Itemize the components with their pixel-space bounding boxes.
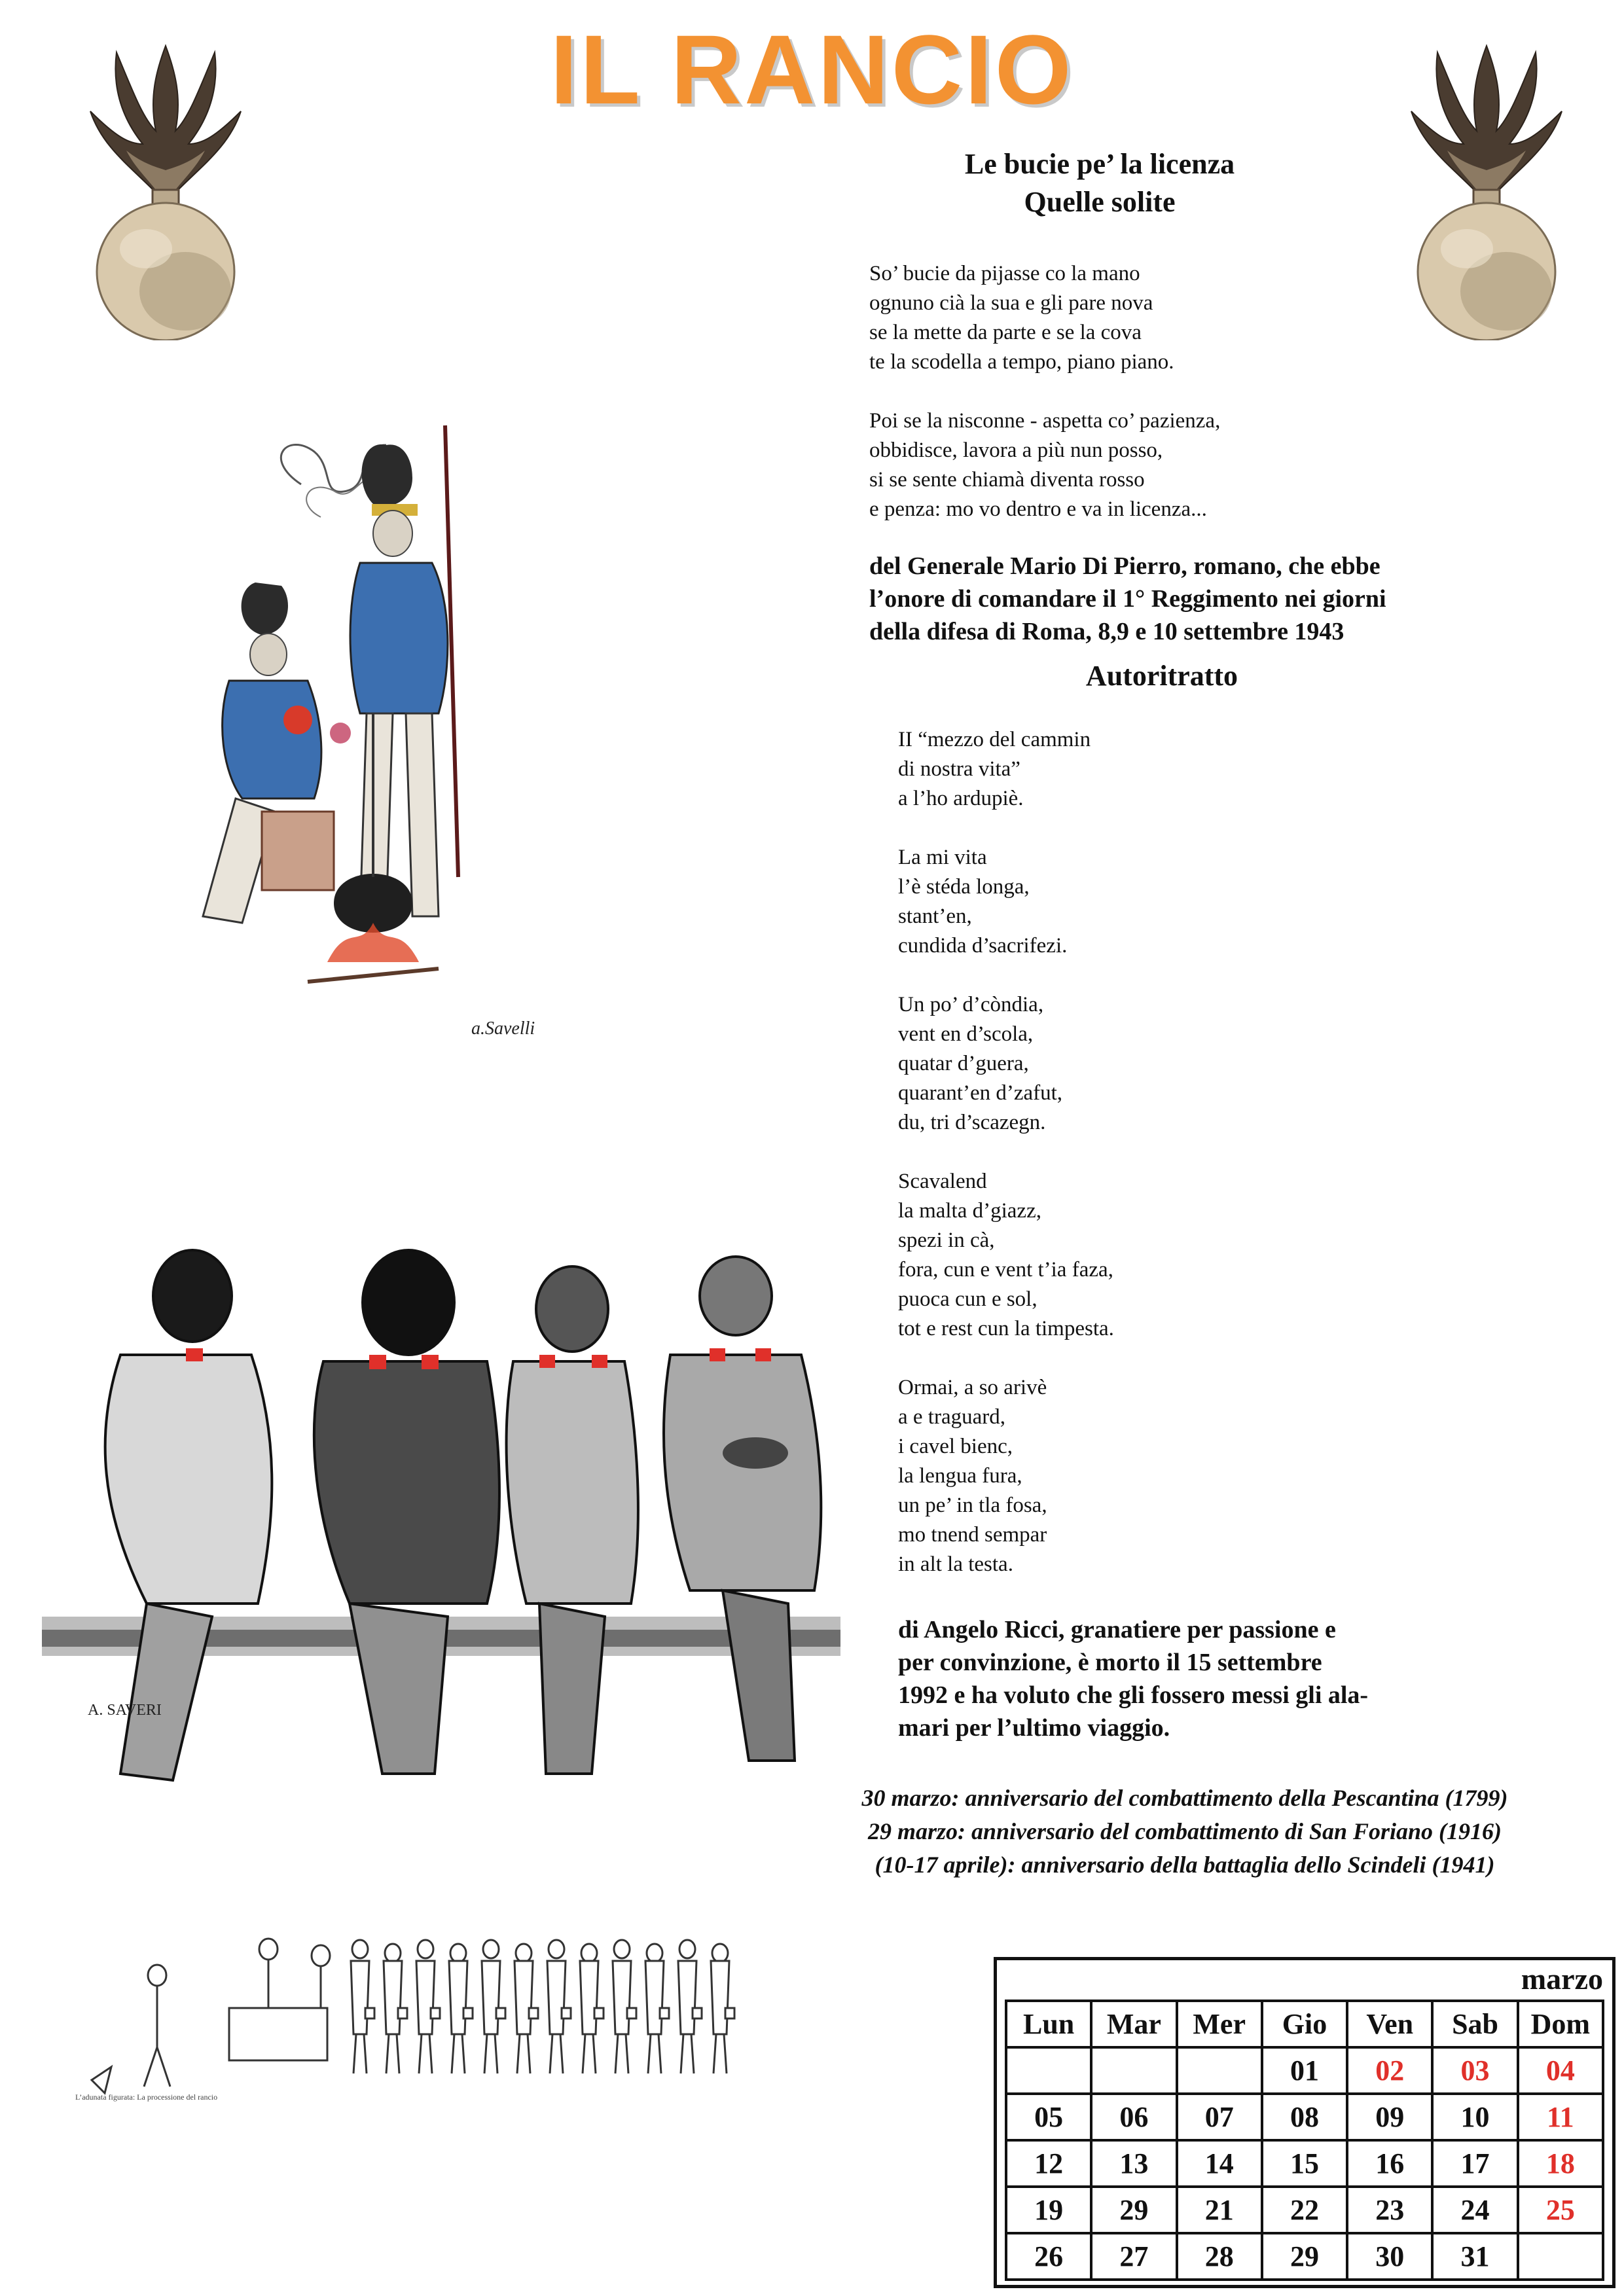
calendar-day-cell: 06 [1090,2095,1175,2139]
calendar-day-cell: 12 [1005,2142,1090,2185]
calendar-day-header: Dom [1517,2002,1604,2046]
poem-line: puoca cun e sol, [898,1287,1038,1311]
poem-line: Ormai, a so arivè [898,1376,1047,1399]
calendar-day-header: Lun [1005,2002,1090,2046]
queue-soldier-head [647,1944,662,1962]
poem-line: spezi in cà, [898,1229,995,1252]
calendar-grid [1005,2000,1604,2278]
poem-line: ognuno cià la sua e gli pare nova [869,291,1153,315]
queue-soldier-mess-tin [529,2008,538,2018]
calendar-day-cell [1090,2049,1175,2092]
calendar-day-cell: 11 [1517,2095,1604,2139]
queue-soldier-body [482,1961,500,2034]
queue-soldier-mess-tin [594,2008,604,2018]
poem2-credit [898,1613,1553,1744]
calendar-day-cell: 22 [1261,2188,1346,2232]
calendar-day-cell: 16 [1346,2142,1431,2185]
poem2-body [898,725,1356,1609]
queue-soldier-legs [550,2034,563,2073]
credit-line: del Generale Mario Di Pierro, romano, che ebbe [869,552,1380,580]
poem2-stanza [898,843,1356,961]
queue-soldier-body [678,1961,696,2034]
poem1-body [869,259,1367,554]
poem-line: Scavalend [898,1170,987,1193]
calendar-day-cell: 27 [1090,2234,1175,2278]
calendar-day-cell: 10 [1431,2095,1516,2139]
poem-line: la malta d’giazz, [898,1199,1041,1223]
poem-line: di nostra vita” [898,757,1020,781]
poem1-stanza [869,259,1367,377]
queue-soldier-head [712,1944,728,1962]
calendar-week-row [1005,2046,1604,2092]
queue-soldier-body [580,1961,598,2034]
poem-line: la lengua fura, [898,1464,1022,1488]
queue-soldier-mess-tin [725,2008,734,2018]
calendar-day-cell: 07 [1176,2095,1261,2139]
poem-line: Poi se la nisconne - aspetta co’ pazienza, [869,409,1221,433]
poem-line: se la mette da parte e se la cova [869,321,1142,344]
poem-line: e penza: mo vo dentro e va in licenza... [869,497,1207,521]
illustration-caption: L’adunata figurata: La processione del rancio [75,2092,218,2102]
calendar [994,1957,1615,2288]
calendar-day-cell: 13 [1090,2142,1175,2185]
calendar-day-cell: 01 [1261,2049,1346,2092]
queue-soldier-legs [648,2034,661,2073]
queue-soldier-mess-tin [463,2008,473,2018]
queue-soldier-legs [484,2034,497,2073]
credit-line: per convinzione, è morto il 15 settembre [898,1649,1322,1676]
poem-line: du, tri d’scazegn. [898,1111,1046,1134]
queue-soldier-body [711,1961,729,2034]
poem2-title: Autoritratto [1085,660,1238,692]
soldiers-eating-illustration [42,1237,840,1800]
illustration-signature: a.Savelli [471,1018,535,1039]
queue-soldier-head [450,1944,466,1962]
poem-line: tot e rest cun la timpesta. [898,1317,1114,1340]
calendar-day-cell: 24 [1431,2188,1516,2232]
queue-soldier-legs [517,2034,530,2073]
queue-soldier-body [384,1961,402,2034]
poem2-stanza [898,1373,1356,1579]
queue-soldier-mess-tin [398,2008,407,2018]
calendar-day-cell: 17 [1431,2142,1516,2185]
calendar-day-cell: 23 [1346,2188,1431,2232]
queue-soldier-legs [452,2034,465,2073]
queue-soldier-mess-tin [562,2008,571,2018]
credit-line: l’onore di comandare il 1° Reggimento nei giorni [869,585,1386,613]
queue-soldier-body [449,1961,467,2034]
anniversaries [753,1782,1617,1882]
poem-line: un pe’ in tla fosa, [898,1494,1047,1517]
grenade-flame-icon [1398,39,1575,340]
poem-line: quatar d’guera, [898,1052,1029,1075]
queue-soldier-mess-tin [496,2008,505,2018]
calendar-day-cell: 18 [1517,2142,1604,2185]
queue-soldier-body [351,1961,369,2034]
grenadiers-campfire-illustration [164,406,589,1073]
queue-soldier-legs [681,2034,694,2073]
anniversary-line: 30 marzo: anniversario del combattimento della Pescantina (1799) [861,1785,1508,1811]
calendar-day-cell: 19 [1005,2188,1090,2232]
poem2-stanza [898,1167,1356,1344]
calendar-day-header: Mar [1090,2002,1175,2046]
calendar-day-cell: 03 [1431,2049,1516,2092]
illustration-signature: A. SAVERI [88,1702,162,1719]
calendar-day-cell: 26 [1005,2234,1090,2278]
page-title: IL RANCIO [550,14,1074,124]
poem-line: si se sente chiamà diventa rosso [869,468,1145,492]
calendar-day-cell: 31 [1431,2234,1516,2278]
anniversary-line: (10-17 aprile): anniversario della battaglia dello Scindeli (1941) [875,1852,1495,1878]
queue-soldier-body [613,1961,631,2034]
poem1-credit [869,550,1589,648]
poem-line: So’ bucie da pijasse co la mano [869,262,1140,285]
calendar-day-header: Mer [1176,2002,1261,2046]
queue-soldier-head [483,1940,499,1958]
poem-line: fora, cun e vent t’ia faza, [898,1258,1113,1282]
queue-soldier-legs [615,2034,628,2073]
queue-soldier-mess-tin [431,2008,440,2018]
queue-soldier-head [385,1944,401,1962]
credit-line: 1992 e ha voluto che gli fossero messi gli ala- [898,1681,1369,1709]
calendar-day-cell [1517,2234,1604,2278]
poem1-heading [903,145,1296,221]
queue-soldier-head [614,1940,630,1958]
queue-soldier-body [645,1961,664,2034]
grenade-flame-icon [77,39,254,340]
poem-line: II “mezzo del cammin [898,728,1091,751]
poem-line: cundida d’sacrifezi. [898,934,1068,958]
poem-line: i cavel bienc, [898,1435,1013,1458]
soldiers-queue-illustration [72,1910,766,2106]
queue-soldier-legs [713,2034,727,2073]
calendar-day-cell: 28 [1176,2234,1261,2278]
calendar-day-cell: 08 [1261,2095,1346,2139]
calendar-day-cell [1005,2049,1090,2092]
poem-line: La mi vita [898,846,987,869]
calendar-day-cell: 29 [1261,2234,1346,2278]
poem-line: quarant’en d’zafut, [898,1081,1063,1105]
queue-soldier-legs [353,2034,367,2073]
queue-soldier-mess-tin [660,2008,669,2018]
poem1-stanza [869,406,1367,524]
anniversary-line: 29 marzo: anniversario del combattimento di San Foriano (1916) [867,1818,1502,1844]
credit-line: mari per l’ultimo viaggio. [898,1714,1170,1742]
credit-line: della difesa di Roma, 8,9 e 10 settembre 1943 [869,618,1344,645]
queue-soldier-mess-tin [365,2008,374,2018]
poem-line: obbidisce, lavora a più nun posso, [869,439,1163,462]
calendar-week-row [1005,2092,1604,2139]
calendar-day-cell [1176,2049,1261,2092]
queue-soldier-head [516,1944,532,1962]
poem1-title: Le bucie pe’ la licenza [964,148,1235,180]
calendar-month: marzo [1521,1962,1603,1996]
queue-soldier-head [679,1940,695,1958]
queue-soldier-body [547,1961,566,2034]
poem-line: vent en d’scola, [898,1022,1034,1046]
calendar-week-row [1005,2185,1604,2232]
queue-soldier-body [416,1961,435,2034]
calendar-day-cell: 21 [1176,2188,1261,2232]
queue-soldier-mess-tin [627,2008,636,2018]
calendar-day-cell: 30 [1346,2234,1431,2278]
calendar-day-header: Ven [1346,2002,1431,2046]
poem-line: Un po’ d’còndia, [898,993,1044,1016]
calendar-week-row [1005,2139,1604,2185]
calendar-day-cell: 02 [1346,2049,1431,2092]
calendar-day-cell: 09 [1346,2095,1431,2139]
queue-soldier-head [549,1940,564,1958]
poem-line: stant’en, [898,905,972,928]
calendar-day-cell: 04 [1517,2049,1604,2092]
poem-line: te la scodella a tempo, piano piano. [869,350,1174,374]
queue-soldier-head [581,1944,597,1962]
calendar-day-cell: 05 [1005,2095,1090,2139]
calendar-day-header: Gio [1261,2002,1346,2046]
queue-soldier-mess-tin [693,2008,702,2018]
calendar-day-cell: 25 [1517,2188,1604,2232]
queue-soldier-body [514,1961,533,2034]
queue-soldier-head [352,1940,368,1958]
calendar-day-cell: 15 [1261,2142,1346,2185]
poem-line: in alt la testa. [898,1552,1013,1576]
poem-line: a l’ho ardupiè. [898,787,1024,810]
poem-line: mo tnend sempar [898,1523,1047,1547]
queue-soldier-legs [419,2034,432,2073]
calendar-header-row [1005,2000,1604,2046]
queue-soldier-head [418,1940,433,1958]
queue-soldier-legs [386,2034,399,2073]
queue-soldier-legs [583,2034,596,2073]
calendar-day-header: Sab [1431,2002,1516,2046]
poem1-subtitle: Quelle solite [1024,186,1176,218]
calendar-week-row [1005,2232,1604,2281]
poem2-stanza [898,990,1356,1138]
poem-line: a e traguard, [898,1405,1005,1429]
calendar-day-cell: 29 [1090,2188,1175,2232]
credit-line: di Angelo Ricci, granatiere per passione e [898,1616,1336,1643]
calendar-day-cell: 14 [1176,2142,1261,2185]
poem2-stanza [898,725,1356,814]
poem-line: l’è stéda longa, [898,875,1030,899]
